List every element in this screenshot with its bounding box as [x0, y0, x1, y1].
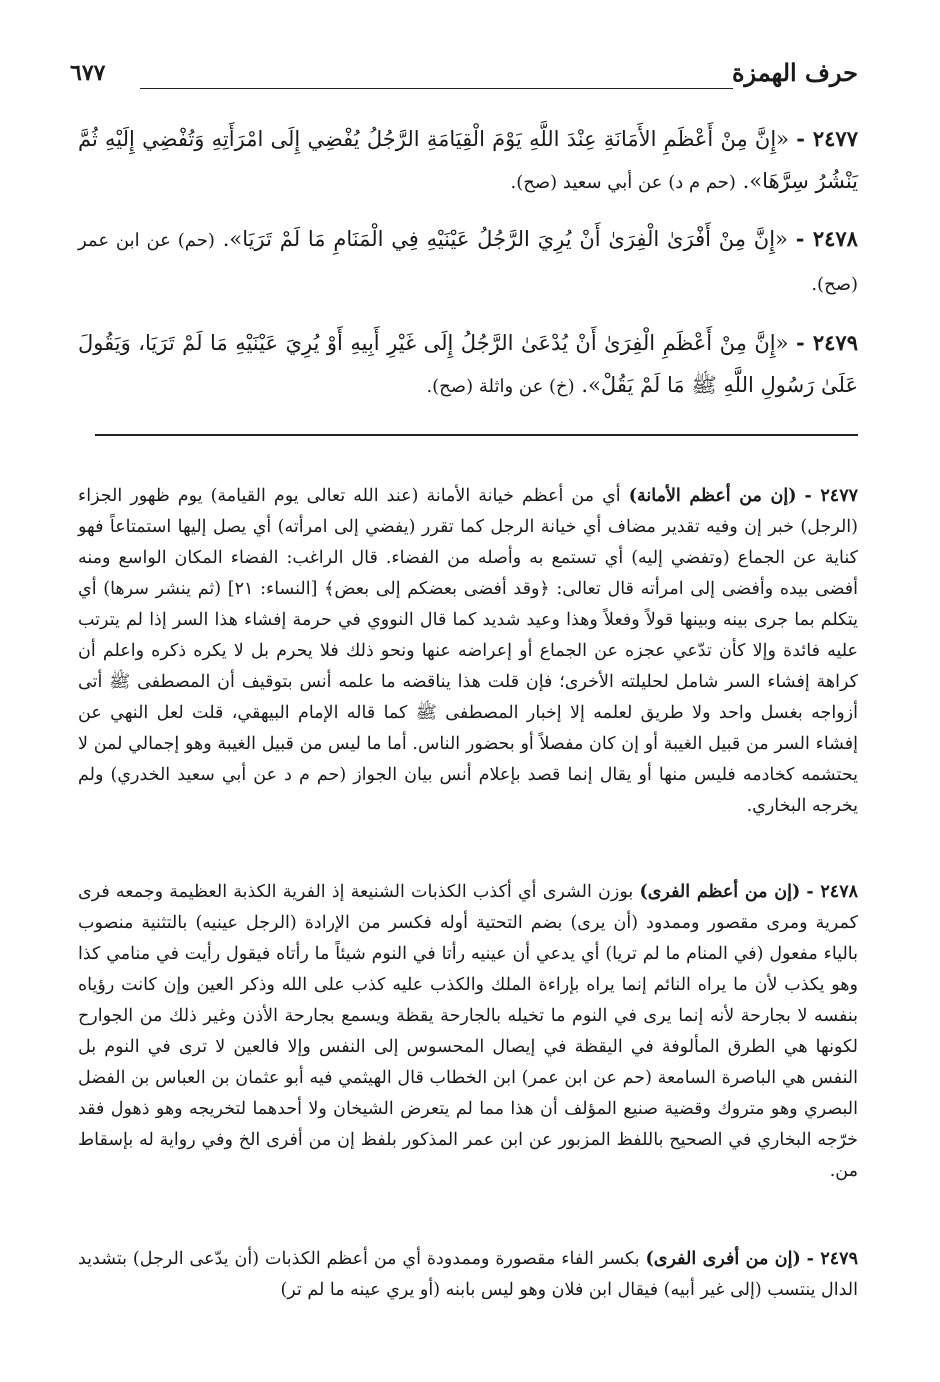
hadith-source: (خ) عن واثلة (صح). — [426, 376, 575, 397]
hadith-number: ٢٤٧٧ - — [796, 126, 858, 151]
commentary-entry — [78, 481, 858, 822]
page-header — [70, 58, 858, 98]
commentary-lead: (إن من أفرى الفرى) — [645, 1249, 801, 1269]
section-title: حرف الهمزة — [731, 58, 858, 87]
page-number: ٦٧٧ — [70, 60, 106, 86]
hadith-number: ٢٤٧٨ - — [795, 226, 858, 251]
commentary-body: أي من أعظم خيانة الأمانة (عند الله تعالى يوم القيامة) يوم ظهور الجزاء (الرجل) خبر إن وفيه تقدير مضاف أي خيانة الرجل كما تقرر (يفضي إلى امرأته) أي يصل إليها استمتاعاً فهو كناية عن الجماع (وتفضي إليه) أي تستمع به وأصله من الفضاء. قال الراغب: الفضاء المكان الواسع ومنه أفضى بيده وأفضى إلى امرأته قال تعالى: ﴿وقد أفضى بعضكم إلى بعض﴾ [النساء: ٢١] (ثم ينشر سرها) أي يتكلم بما جرى بينه وبينها قولاً وفعلاً وهذا وعيد شديد كما قال النووي في حرمة إفشاء هذا السر إذا لم يترتب عليه فائدة وإلا كأن تدّعي عجزه عن الجماع أو إعراضه عنها ونحو ذلك فلا يحرم بل لا يكره ذكره واعلم أن كراهة إفشاء السر شامل لحليلته الأخرى؛ فإن قلت هذا يناقضه ما علمه أنس بتوقيف أن المصطفى ﷺ أتى أزواجه بغسل واحد ولا طريق لعلمه إلا إخبار المصطفى ﷺ كما قاله الإمام البيهقي، قلت لعل النهي عن إفشاء السر من قبيل الغيبة أو إن كان مفصلاً أو بحضور الناس. أما ما ليس من قبيل الغيبة وهو إجمالي لمن لا يحتشمه كخادمه فليس منها أو يقال إنما قصد بإعلام أنس بيان الجواز (حم م د عن أبي سعيد الخدري) ولم يخرجه البخاري. — [78, 486, 858, 816]
header-rule — [140, 88, 733, 89]
hadith-entry — [78, 322, 858, 408]
hadith-text: «إِنَّ مِنْ أَعْظَمِ الْفِرَىٰ أَنْ يُدْعَىٰ الرَّجُلُ إِلَى غَيْرِ أَبِيهِ أَوْ يُرِيَ عَيْنَيْهِ مَا لَمْ تَرَيَا، وَيَقُولَ عَلَىٰ رَسُولِ اللَّهِ ﷺ مَا لَمْ يَقُلْ». — [78, 331, 858, 397]
commentary-entry — [78, 877, 858, 1187]
hadith-number: ٢٤٧٩ - — [796, 330, 858, 355]
hadith-text: «إِنَّ مِنْ أَفْرَىٰ الْفِرَىٰ أَنْ يُرِيَ الرَّجُلُ عَيْنَيْهِ فِي الْمَنَامِ مَا لَمْ تَرَيَا». — [222, 227, 788, 251]
hadith-source: (حم) عن ابن عمر (صح). — [78, 230, 858, 295]
commentary-body: بكسر الفاء مقصورة وممدودة أي من أعظم الكذبات (أن يدّعى الرجل) بتشديد الدال ينتسب (إلى غير أبيه) فيقال ابن فلان وهو ليس بابنه (أو يري عينه ما لم تر) — [78, 1249, 858, 1300]
commentary-number: ٢٤٧٨ - — [806, 882, 858, 902]
section-divider — [95, 434, 858, 436]
commentary-lead: (إن من أعظم الفرى) — [639, 882, 801, 902]
hadith-text: «إِنَّ مِنْ أَعْظَمِ الأَمَانَةِ عِنْدَ اللَّهِ يَوْمَ الْقِيَامَةِ الرَّجُلُ يُفْضِي إِلَى امْرَأَتِهِ وَتُفْضِي إِلَيْهِ ثُمَّ يَنْشُرُ سِرَّهَا». — [78, 127, 858, 193]
hadith-entry — [78, 118, 858, 204]
commentary-entry — [78, 1244, 858, 1306]
commentary-body: بوزن الشرى أي أكذب الكذبات الشنيعة إذ الفرية الكذبة العظيمة وجمعه فرى كمرية ومرى مقصور وممدود (أن يرى) بضم التحتية أوله فكسر من الإرادة (الرجل عينيه) بالتثنية منصوب بالياء مفعول (في المنام ما لم تريا) أي يدعي أن عينيه رأتا في النوم شيئاً ما رأتاه فيقول رأيت في منامي كذا وهو يكذب لأن ما يراه النائم إنما يراه بإراءة الملك والكذب عليه كذب على الله وذكر العين وإن كانت رؤياه بنفسه لا بجارحة لأنه إنما يرى في النوم ما تخيله بالجارحة يقظة ويسمع بجارحة الأذن وغير ذلك من الجوارح لكونها هي الطرق المألوفة في اليقظة في إيصال المحسوس إلى النفس وإلا فالعين لا ترى في النوم بل النفس هي الباصرة السامعة (حم عن ابن عمر) ابن الخطاب قال الهيثمي فيه أبو عثمان بن العباس بن الفضل البصري وهو متروك وقضية صنيع المؤلف أن هذا مما لم يتعرض الشيخان ولا أحدهما لتخريجه وهو ذهول فقد خرّجه البخاري في الصحيح باللفظ المزبور عن ابن عمر المذكور بلفظ إن من أفرى الخ وفي رواية له بإسقاط من. — [78, 882, 858, 1181]
hadith-source: (حم م د) عن أبي سعيد (صح). — [510, 172, 736, 193]
hadith-entry — [78, 218, 858, 306]
commentary-number: ٢٤٧٩ - — [806, 1249, 858, 1269]
commentary-number: ٢٤٧٧ - — [804, 486, 858, 506]
commentary-lead: (إن من أعظم الأمانة) — [628, 486, 797, 506]
